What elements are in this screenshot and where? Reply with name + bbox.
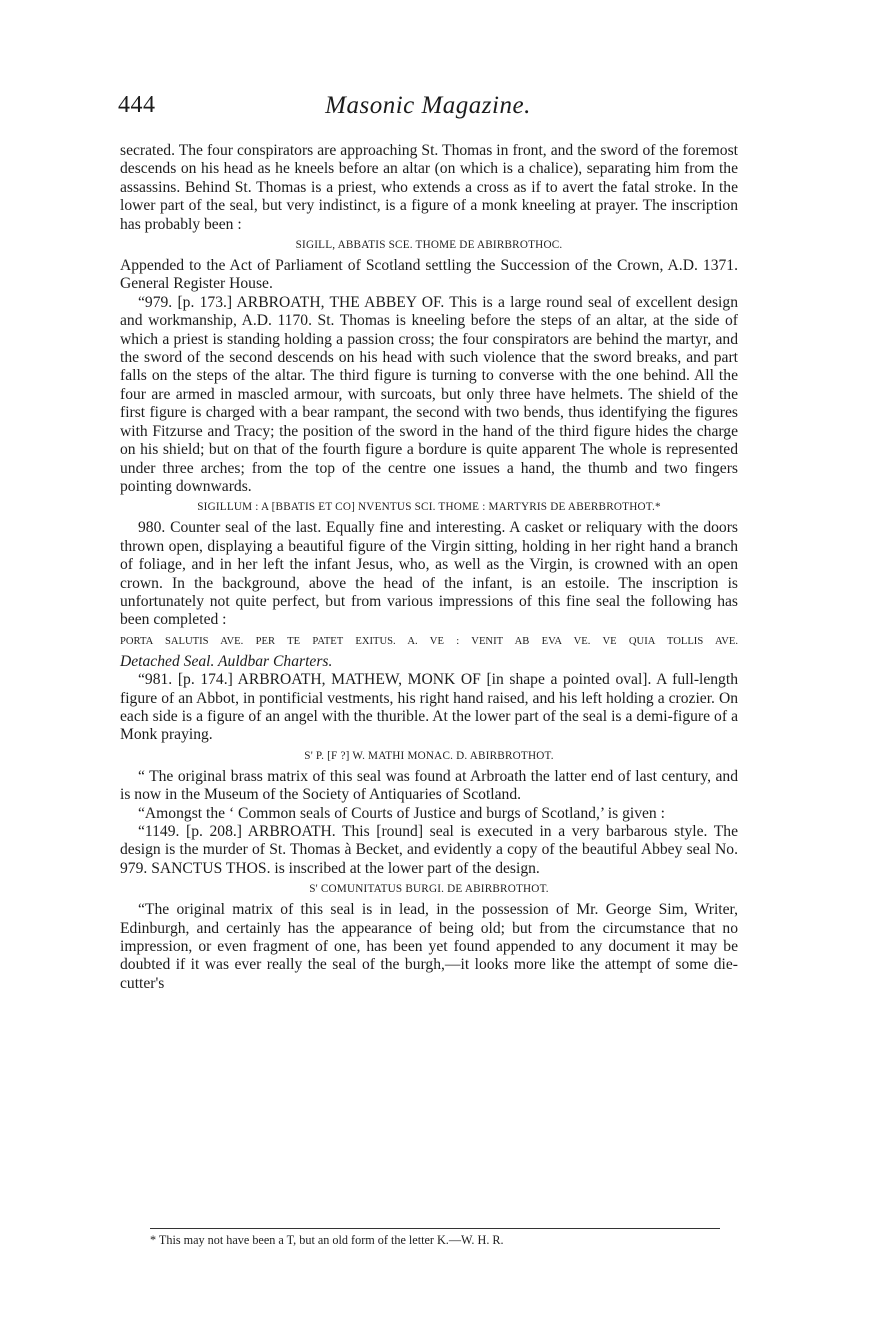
inscription: PORTA SALUTIS AVE. PER TE PATET EXITUS. A. VE : VENIT AB EVA VE. VE QUIA TOLLIS AVE. — [120, 635, 738, 647]
page-header — [118, 92, 738, 128]
page-body — [120, 142, 738, 993]
paragraph: “981. [p. 174.] ARBROATH, MATHEW, MONK OF [in shape a pointed oval]. A full-length figure of an Abbot, in pontificial vestments, his right hand raised, and his left holding a crozier. On each side is a figure of an angel with the thurible. At the lower part of the seal is a demi-figure of a Monk praying. — [120, 671, 738, 744]
footnote-divider — [150, 1228, 720, 1229]
inscription: SIGILL, ABBATIS SCE. THOME DE ABIRBROTHOC. — [295, 239, 563, 252]
paragraph: “Amongst the ‘ Common seals of Courts of Justice and burgs of Scotland,’ is given : — [138, 804, 665, 822]
paragraph: “979. [p. 173.] ARBROATH, THE ABBEY OF. This is a large round seal of excellent design and workmanship, A.D. 1170. St. Thomas is kneeling before the steps of an altar, at the side of which a priest is standing holding a passion cross; the four conspirators are behind the martyr, and the sword of the second descends on his head with such violence that the sword breaks, and part falls on the steps of the altar. The third figure is turning to converse with the one behind. All the four are armed in mascled armour, with surcoats, but only three have helmets. The shield of the first figure is charged with a bear rampant, the second with two bends, thus identifying the figures with Fitzurse and Tracy; the position of the sword in the hand of the third figure hides the charge on his shield; but on that of the fourth figure a bordure is quite apparent The whole is represented under three arches; from the top of the centre one issues a hand, the thumb and two fingers pointing downwards. — [120, 293, 738, 495]
running-title: Masonic Magazine. — [325, 92, 531, 119]
inscription: S' P. [F ?] W. MATHI MONAC. D. ABIRBROTHOT. — [304, 749, 554, 762]
footnote: * This may not have been a T, but an old form of the letter K.—W. H. R. — [150, 1233, 504, 1247]
paragraph: “1149. [p. 208.] ARBROATH. This [round] seal is executed in a very barbarous style. The design is the murder of St. Thomas à Becket, and evidently a copy of the beautiful Abbey seal No. 979. SANCTUS THOS. is inscribed at the lower part of the design. — [120, 823, 738, 877]
inscription: SIGILLUM : A [BBATIS ET CO] NVENTUS SCI. THOME : MARTYRIS DE ABERBROTHOT.* — [197, 501, 661, 514]
paragraph: “ The original brass matrix of this seal was found at Arbroath the latter end of last century, and is now in the Museum of the Society of Antiquaries of Scotland. — [120, 767, 738, 804]
paragraph: “The original matrix of this seal is in lead, in the possession of Mr. George Sim, Writer, Edinburgh, and certainly has the appearance of being old; but from the circumstance that no impression, or even fragment of one, has been yet found appended to any document it may be doubted if it was ever really the seal of the burgh,—it looks more like the attempt of some die-cutter's — [120, 901, 738, 992]
paragraph: Appended to the Act of Parliament of Scotland settling the Succession of the Crown, A.D. 1371. General Register House. — [120, 257, 738, 293]
paragraph: secrated. The four conspirators are approaching St. Thomas in front, and the sword of the foremost descends on his head as he kneels before an altar (on which is a chalice), separating him from the assassins. Behind St. Thomas is a priest, who extends a cross as if to avert the fatal stroke. In the lower part of the seal, but very indistinct, is a figure of a monk kneeling at prayer. The inscription has probably been : — [120, 142, 738, 233]
inscription: S' COMUNITATUS BURGI. DE ABIRBROTHOT. — [309, 883, 549, 896]
paragraph: 980. Counter seal of the last. Equally fine and interesting. A casket or reliquary with the doors thrown open, displaying a beautiful figure of the Virgin sitting, holding in her right hand a branch of foliage, and in her left the infant Jesus, who, as well as the Virgin, is crowned with an open crown. In the background, above the head of the infant, is an estoile. The inscription is unfortunately not quite perfect, but from various impressions of this fine seal the following has been completed : — [120, 519, 738, 629]
page-number: 444 — [118, 92, 156, 118]
paragraph: Detached Seal. Auldbar Charters. — [120, 652, 333, 670]
